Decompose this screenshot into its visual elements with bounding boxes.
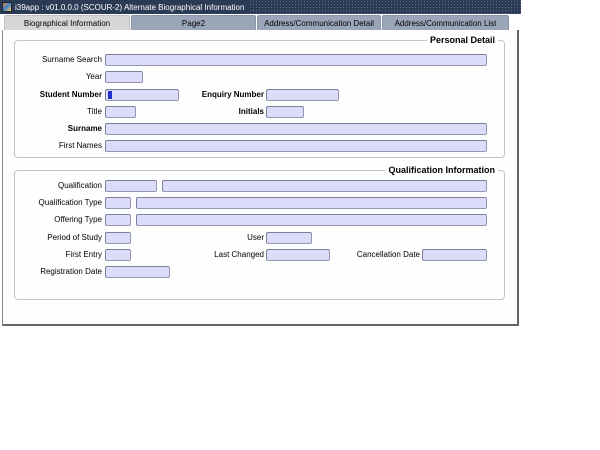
period-of-study-input[interactable] [105, 232, 131, 244]
last-changed-input[interactable] [266, 249, 330, 261]
offering-type-label: Offering Type [54, 215, 102, 224]
cancellation-date-input[interactable] [422, 249, 487, 261]
user-input[interactable] [266, 232, 312, 244]
offering-type-code-input[interactable] [105, 214, 131, 226]
window-title: i39app : v01.0.0.0 (SCOUR-2) Alternate Biographical Information [15, 2, 245, 12]
qualification-type-code-input[interactable] [105, 197, 131, 209]
last-changed-label: Last Changed [214, 250, 264, 259]
cancellation-date-label: Cancellation Date [356, 250, 420, 259]
surname-search-label: Surname Search [41, 55, 102, 64]
initials-label: Initials [238, 107, 264, 116]
tab-address-communication-list[interactable]: Address/Communication List [382, 15, 509, 30]
title-bar[interactable] [0, 0, 521, 14]
tab-content-panel [2, 30, 519, 326]
student-number-label: Student Number [39, 90, 102, 99]
student-number-input[interactable] [105, 89, 179, 101]
period-of-study-label: Period of Study [47, 233, 102, 242]
user-label: User [247, 233, 264, 242]
tab-biographical-information[interactable]: Biographical Information [4, 15, 130, 30]
enquiry-number-label: Enquiry Number [201, 90, 264, 99]
qualification-type-label: Qualification Type [38, 198, 102, 207]
tab-strip [2, 15, 521, 30]
surname-search-input[interactable] [105, 54, 487, 66]
year-input[interactable] [105, 71, 143, 83]
title-input[interactable] [105, 106, 136, 118]
text-cursor [108, 91, 112, 99]
qualification-code-input[interactable] [105, 180, 157, 192]
first-names-label: First Names [58, 141, 102, 150]
personal-detail-title: Personal Detail [427, 35, 498, 45]
tab-page2[interactable]: Page2 [131, 15, 256, 30]
enquiry-number-input[interactable] [266, 89, 339, 101]
offering-type-description-input[interactable] [136, 214, 487, 226]
app-icon [2, 2, 12, 12]
title-label: Title [87, 107, 102, 116]
qualification-information-title: Qualification Information [385, 165, 498, 175]
registration-date-label: Registration Date [40, 267, 102, 276]
first-names-input[interactable] [105, 140, 487, 152]
registration-date-input[interactable] [105, 266, 170, 278]
tab-address-communication-detail[interactable]: Address/Communication Detail [257, 15, 381, 30]
qualification-label: Qualification [57, 181, 102, 190]
qualification-type-description-input[interactable] [136, 197, 487, 209]
surname-input[interactable] [105, 123, 487, 135]
first-entry-input[interactable] [105, 249, 131, 261]
surname-label: Surname [67, 124, 102, 133]
first-entry-label: First Entry [65, 250, 102, 259]
year-label: Year [85, 72, 102, 81]
initials-input[interactable] [266, 106, 304, 118]
qualification-description-input[interactable] [162, 180, 487, 192]
title-bar-label-area [0, 0, 250, 14]
